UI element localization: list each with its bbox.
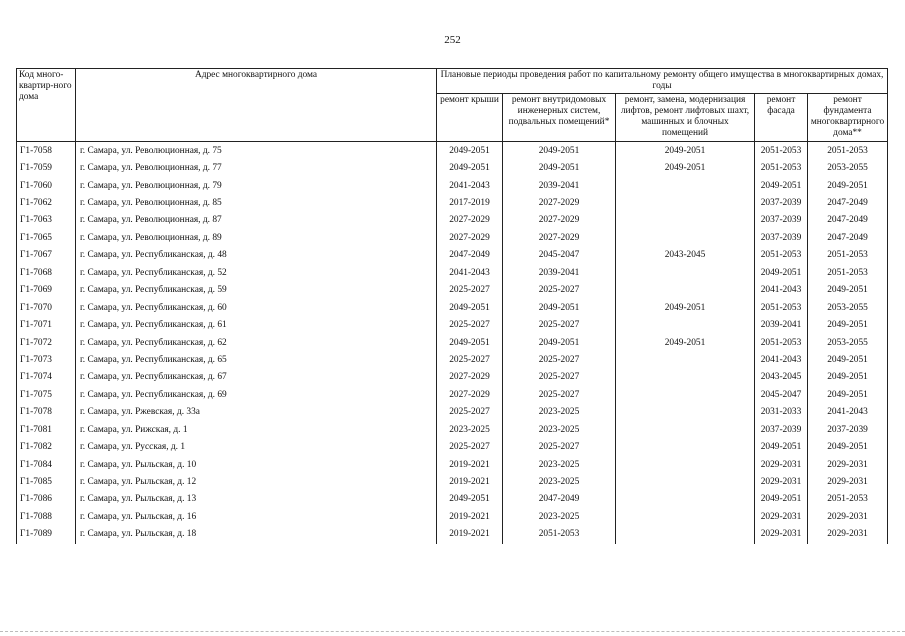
cell-address: г. Самара, ул. Республиканская, д. 69 (76, 387, 437, 404)
cell-foundation: 2049-2051 (808, 387, 888, 404)
table-row (17, 509, 888, 526)
repair-schedule-table (16, 68, 888, 544)
cell-address: г. Самара, ул. Ржевская, д. 33а (76, 404, 437, 421)
cell-code: Г1-7071 (17, 317, 76, 334)
table-row (17, 369, 888, 386)
table-row (17, 247, 888, 264)
cell-elevators (616, 369, 755, 386)
table-row (17, 230, 888, 247)
table-row (17, 317, 888, 334)
header-foundation: ремонт фундамента многоквартирного дома** (808, 94, 888, 141)
header-internal-systems: ремонт внутридомовых инженерных систем, подвальных помещений* (503, 94, 616, 141)
cell-code: Г1-7073 (17, 352, 76, 369)
cell-address: г. Самара, ул. Рыльская, д. 13 (76, 491, 437, 508)
cell-roof: 2047-2049 (437, 247, 503, 264)
cell-facade: 2051-2053 (755, 300, 808, 317)
cell-facade: 2051-2053 (755, 160, 808, 177)
cell-facade: 2049-2051 (755, 177, 808, 194)
table-row (17, 334, 888, 351)
cell-code: Г1-7086 (17, 491, 76, 508)
cell-foundation: 2049-2051 (808, 439, 888, 456)
cell-elevators (616, 491, 755, 508)
cell-roof: 2049-2051 (437, 141, 503, 160)
table-header (17, 69, 888, 142)
cell-code: Г1-7081 (17, 422, 76, 439)
table-body (17, 141, 888, 544)
cell-internal-systems: 2023-2025 (503, 509, 616, 526)
cell-address: г. Самара, ул. Рыльская, д. 18 (76, 526, 437, 543)
cell-elevators (616, 282, 755, 299)
cell-elevators (616, 439, 755, 456)
table-row (17, 177, 888, 194)
cell-roof: 2025-2027 (437, 352, 503, 369)
cell-foundation: 2051-2053 (808, 265, 888, 282)
cell-foundation: 2053-2055 (808, 160, 888, 177)
cell-facade: 2049-2051 (755, 439, 808, 456)
cell-internal-systems: 2051-2053 (503, 526, 616, 543)
cell-facade: 2045-2047 (755, 387, 808, 404)
cell-internal-systems: 2023-2025 (503, 422, 616, 439)
cell-foundation: 2047-2049 (808, 212, 888, 229)
cell-roof: 2027-2029 (437, 212, 503, 229)
cell-code: Г1-7069 (17, 282, 76, 299)
cell-address: г. Самара, ул. Республиканская, д. 59 (76, 282, 437, 299)
cell-elevators: 2043-2045 (616, 247, 755, 264)
cell-internal-systems: 2027-2029 (503, 230, 616, 247)
cell-foundation: 2049-2051 (808, 282, 888, 299)
cell-roof: 2019-2021 (437, 474, 503, 491)
cell-internal-systems: 2025-2027 (503, 387, 616, 404)
cell-elevators (616, 422, 755, 439)
cell-elevators (616, 456, 755, 473)
cell-address: г. Самара, ул. Революционная, д. 79 (76, 177, 437, 194)
cell-elevators (616, 387, 755, 404)
cell-facade: 2039-2041 (755, 317, 808, 334)
cell-foundation: 2041-2043 (808, 404, 888, 421)
cell-address: г. Самара, ул. Республиканская, д. 67 (76, 369, 437, 386)
cell-roof: 2027-2029 (437, 230, 503, 247)
cell-address: г. Самара, ул. Революционная, д. 77 (76, 160, 437, 177)
cell-code: Г1-7074 (17, 369, 76, 386)
cell-internal-systems: 2049-2051 (503, 141, 616, 160)
cell-foundation: 2049-2051 (808, 177, 888, 194)
cell-address: г. Самара, ул. Рыльская, д. 10 (76, 456, 437, 473)
cell-address: г. Самара, ул. Республиканская, д. 48 (76, 247, 437, 264)
cell-roof: 2017-2019 (437, 195, 503, 212)
cell-elevators (616, 212, 755, 229)
cell-internal-systems: 2027-2029 (503, 212, 616, 229)
cell-roof: 2025-2027 (437, 282, 503, 299)
cell-address: г. Самара, ул. Рижская, д. 1 (76, 422, 437, 439)
cell-elevators (616, 509, 755, 526)
cell-address: г. Самара, ул. Республиканская, д. 52 (76, 265, 437, 282)
cell-code: Г1-7082 (17, 439, 76, 456)
cell-foundation: 2051-2053 (808, 247, 888, 264)
cell-foundation: 2051-2053 (808, 491, 888, 508)
cell-roof: 2023-2025 (437, 422, 503, 439)
table-row (17, 526, 888, 543)
header-facade: ремонт фасада (755, 94, 808, 141)
cell-address: г. Самара, ул. Республиканская, д. 61 (76, 317, 437, 334)
cell-facade: 2029-2031 (755, 474, 808, 491)
cell-code: Г1-7070 (17, 300, 76, 317)
header-code: Код много-квартир-ного дома (17, 69, 76, 142)
cell-internal-systems: 2025-2027 (503, 369, 616, 386)
cell-foundation: 2029-2031 (808, 456, 888, 473)
table-row (17, 300, 888, 317)
cell-roof: 2025-2027 (437, 404, 503, 421)
cell-address: г. Самара, ул. Республиканская, д. 65 (76, 352, 437, 369)
cell-facade: 2037-2039 (755, 422, 808, 439)
cell-foundation: 2029-2031 (808, 526, 888, 543)
cell-code: Г1-7065 (17, 230, 76, 247)
cell-facade: 2051-2053 (755, 247, 808, 264)
cell-internal-systems: 2023-2025 (503, 456, 616, 473)
cell-roof: 2027-2029 (437, 369, 503, 386)
cell-address: г. Самара, ул. Рыльская, д. 16 (76, 509, 437, 526)
cell-foundation: 2029-2031 (808, 509, 888, 526)
cell-code: Г1-7075 (17, 387, 76, 404)
cell-address: г. Самара, ул. Революционная, д. 89 (76, 230, 437, 247)
cell-internal-systems: 2025-2027 (503, 439, 616, 456)
cell-internal-systems: 2039-2041 (503, 265, 616, 282)
cell-elevators (616, 177, 755, 194)
cell-roof: 2049-2051 (437, 334, 503, 351)
cell-code: Г1-7089 (17, 526, 76, 543)
cell-foundation: 2047-2049 (808, 230, 888, 247)
cell-facade: 2037-2039 (755, 212, 808, 229)
cell-elevators (616, 474, 755, 491)
cell-address: г. Самара, ул. Революционная, д. 87 (76, 212, 437, 229)
cell-internal-systems: 2025-2027 (503, 282, 616, 299)
table-row (17, 212, 888, 229)
cell-internal-systems: 2045-2047 (503, 247, 616, 264)
table-row (17, 456, 888, 473)
cell-elevators (616, 195, 755, 212)
cell-facade: 2041-2043 (755, 282, 808, 299)
cell-address: г. Самара, ул. Рыльская, д. 12 (76, 474, 437, 491)
cell-elevators (616, 230, 755, 247)
cell-code: Г1-7084 (17, 456, 76, 473)
table-row (17, 282, 888, 299)
cell-roof: 2041-2043 (437, 177, 503, 194)
cell-elevators: 2049-2051 (616, 141, 755, 160)
cell-roof: 2025-2027 (437, 317, 503, 334)
cell-foundation: 2049-2051 (808, 317, 888, 334)
cell-address: г. Самара, ул. Революционная, д. 75 (76, 141, 437, 160)
cell-code: Г1-7088 (17, 509, 76, 526)
cell-address: г. Самара, ул. Революционная, д. 85 (76, 195, 437, 212)
cell-elevators (616, 317, 755, 334)
cell-internal-systems: 2023-2025 (503, 404, 616, 421)
table-row (17, 265, 888, 282)
cell-code: Г1-7062 (17, 195, 76, 212)
cell-roof: 2027-2029 (437, 387, 503, 404)
cell-roof: 2019-2021 (437, 526, 503, 543)
cell-address: г. Самара, ул. Русская, д. 1 (76, 439, 437, 456)
cell-facade: 2051-2053 (755, 334, 808, 351)
table-row (17, 474, 888, 491)
cell-code: Г1-7060 (17, 177, 76, 194)
cell-facade: 2049-2051 (755, 491, 808, 508)
cell-facade: 2041-2043 (755, 352, 808, 369)
cell-code: Г1-7067 (17, 247, 76, 264)
cell-internal-systems: 2025-2027 (503, 352, 616, 369)
cell-elevators: 2049-2051 (616, 160, 755, 177)
cell-elevators (616, 404, 755, 421)
table-row (17, 141, 888, 160)
cell-roof: 2049-2051 (437, 300, 503, 317)
cell-internal-systems: 2027-2029 (503, 195, 616, 212)
cell-code: Г1-7072 (17, 334, 76, 351)
cell-facade: 2029-2031 (755, 509, 808, 526)
cell-roof: 2025-2027 (437, 439, 503, 456)
cell-facade: 2029-2031 (755, 456, 808, 473)
page-bottom-rule (0, 631, 905, 632)
cell-facade: 2051-2053 (755, 141, 808, 160)
cell-code: Г1-7058 (17, 141, 76, 160)
table-row (17, 491, 888, 508)
cell-elevators (616, 352, 755, 369)
cell-internal-systems: 2049-2051 (503, 160, 616, 177)
cell-foundation: 2051-2053 (808, 141, 888, 160)
table-row (17, 160, 888, 177)
table-row (17, 195, 888, 212)
cell-foundation: 2029-2031 (808, 474, 888, 491)
cell-elevators: 2049-2051 (616, 300, 755, 317)
cell-roof: 2041-2043 (437, 265, 503, 282)
cell-facade: 2031-2033 (755, 404, 808, 421)
table-row (17, 422, 888, 439)
cell-code: Г1-7059 (17, 160, 76, 177)
cell-code: Г1-7078 (17, 404, 76, 421)
cell-roof: 2019-2021 (437, 509, 503, 526)
header-roof: ремонт крыши (437, 94, 503, 141)
cell-facade: 2029-2031 (755, 526, 808, 543)
cell-facade: 2037-2039 (755, 195, 808, 212)
cell-foundation: 2053-2055 (808, 300, 888, 317)
cell-elevators (616, 526, 755, 543)
cell-foundation: 2037-2039 (808, 422, 888, 439)
cell-internal-systems: 2049-2051 (503, 300, 616, 317)
cell-roof: 2019-2021 (437, 456, 503, 473)
cell-internal-systems: 2047-2049 (503, 491, 616, 508)
cell-address: г. Самара, ул. Республиканская, д. 62 (76, 334, 437, 351)
table-row (17, 352, 888, 369)
cell-facade: 2037-2039 (755, 230, 808, 247)
cell-facade: 2049-2051 (755, 265, 808, 282)
cell-address: г. Самара, ул. Республиканская, д. 60 (76, 300, 437, 317)
cell-foundation: 2053-2055 (808, 334, 888, 351)
cell-code: Г1-7063 (17, 212, 76, 229)
cell-foundation: 2049-2051 (808, 369, 888, 386)
cell-elevators (616, 265, 755, 282)
cell-facade: 2043-2045 (755, 369, 808, 386)
table-row (17, 404, 888, 421)
cell-internal-systems: 2025-2027 (503, 317, 616, 334)
cell-internal-systems: 2039-2041 (503, 177, 616, 194)
cell-code: Г1-7085 (17, 474, 76, 491)
cell-elevators: 2049-2051 (616, 334, 755, 351)
cell-code: Г1-7068 (17, 265, 76, 282)
header-periods-group: Плановые периоды проведения работ по капитальному ремонту общего имущества в многоквартирных домах, годы (437, 69, 888, 94)
table-row (17, 439, 888, 456)
cell-foundation: 2047-2049 (808, 195, 888, 212)
header-address: Адрес многоквартирного дома (76, 69, 437, 142)
table-row (17, 387, 888, 404)
cell-roof: 2049-2051 (437, 491, 503, 508)
cell-foundation: 2049-2051 (808, 352, 888, 369)
cell-roof: 2049-2051 (437, 160, 503, 177)
header-elevators: ремонт, замена, модернизация лифтов, ремонт лифтовых шахт, машинных и блочных помещений (616, 94, 755, 141)
page-number: 252 (444, 34, 461, 46)
cell-internal-systems: 2023-2025 (503, 474, 616, 491)
cell-internal-systems: 2049-2051 (503, 334, 616, 351)
